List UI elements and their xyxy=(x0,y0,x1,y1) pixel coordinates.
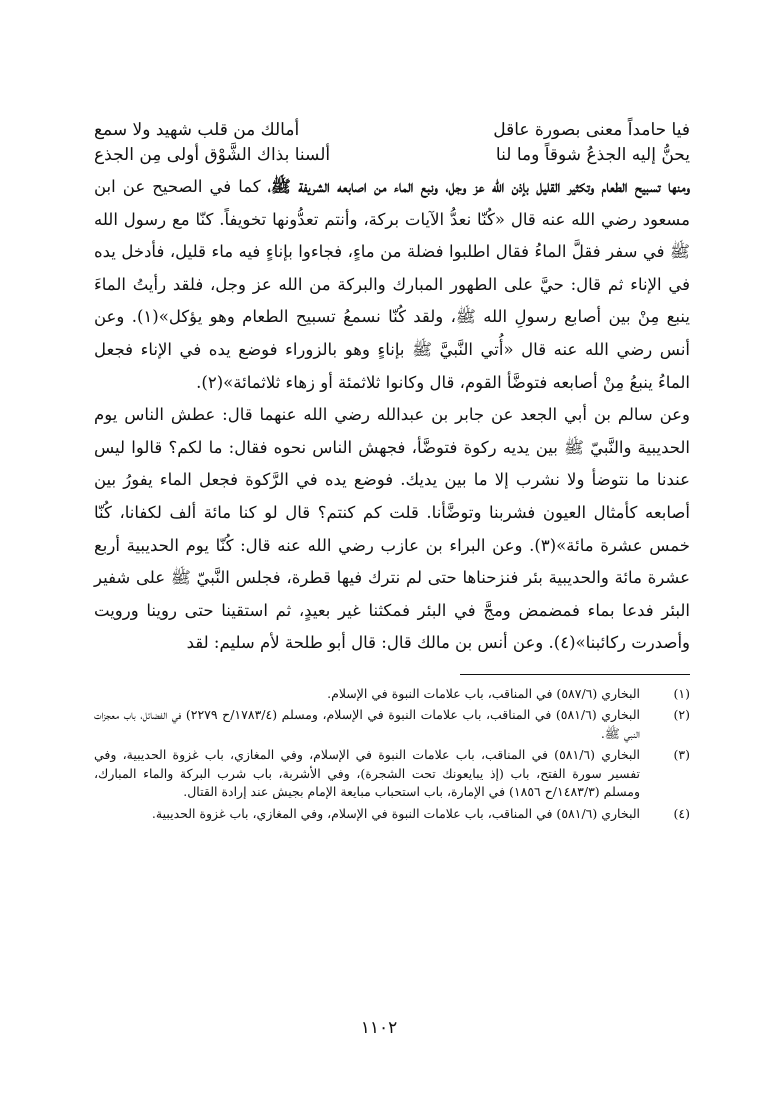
footnote xyxy=(94,685,690,704)
footnote xyxy=(94,706,690,743)
footnote xyxy=(94,746,690,802)
section-heading: ومنها تسبيح الطعام وتكثير القليل بإذن الله عز وجل، ونبع الماء من اصابعه الشريفة ﷺ، xyxy=(267,177,690,196)
footnote-number: (٢) xyxy=(673,707,690,723)
verse-line xyxy=(94,143,690,168)
verse-second-hemistich: ألسنا بذاك الشَّوْق أولى مِن الجذع xyxy=(94,145,331,165)
footnotes xyxy=(94,685,690,824)
paragraph-text: وعن سالم بن أبي الجعد عن جابر بن عبدالله رضي الله عنهما قال: عطش الناس يوم الحديبية والنَّبيّ ﷺ بين يديه ركوة فتوضَّأ، فجهش الناس نحوه فقال: ما لكم؟ قالوا ليس عندنا ما نتوضأ ولا نشرب إلا ما بين يديك. فوضع يده في الرَّكوة فجعل الماء يفورُ بين أصابعه كأمثال العيون فشربنا وتوضَّأنا. قلت كم كنتم؟ قال لو كنا مائة ألف لكفانا، كُنّا خمس عشرة مائة»(٣). وعن البراء بن عازب رضي الله عنه قال: كُنّا يوم الحديبية أربع عشرة مائة والحديبية بئر فنزحناها حتى لم نترك فيها قطرة، فجلس النَّبيّ ﷺ على شفير البئر فدعا بماء فمضمض ومجَّ في البئر فمكثنا غير بعيدٍ، ثم استقينا حتى روينا ورويت وأصدرت ركائبنا»(٤). وعن أنس بن مالك قال: قال أبو طلحة لأم سليم: لقد xyxy=(94,405,690,653)
verse-line xyxy=(94,118,690,143)
page-content xyxy=(94,118,690,826)
footnote-number: (٤) xyxy=(673,805,690,821)
footnote-text: البخاري (٥٨٧/٦) في المناقب، باب علامات النبوة في الإسلام. xyxy=(327,685,640,701)
body-paragraph xyxy=(94,399,690,660)
footnote xyxy=(94,805,690,824)
page-number: ١١٠٢ xyxy=(360,1018,398,1038)
footnote-text: البخاري (٥٨١/٦) في المناقب، باب علامات النبوة في الإسلام، ومسلم (١٧٨٣/٤/ح ٢٢٧٩) في الفضائل، باب معجزات النبي ﷺ. xyxy=(94,707,640,741)
poem-verses xyxy=(94,118,690,168)
footnote-text: البخاري (٥٨١/٦) في المناقب، باب علامات النبوة في الإسلام، وفي المغازي، باب غزوة الحديبية، وفي تفسير سورة الفتح، باب (إذ يبايعونك تحت الشجرة)، وفي الأشربة، باب شرب البركة والماء المبارك، ومسلم (١٤٨٣/٣/ح ١٨٥٦) في الإمارة، باب استحباب مبايعة الإمام بجيش عند إرادة القتال. xyxy=(94,747,640,800)
footnote-number: (٣) xyxy=(673,747,690,763)
footnote-number: (١) xyxy=(673,685,690,701)
verse-first-hemistich: فيا حامداً معنى بصورة عاقل xyxy=(493,120,690,140)
paragraph-text: كما في الصحيح عن ابن مسعود رضي الله عنه قال «كُنّا نعدُّ الآيات بركة، وأنتم تعدُّونها تخويفاً. كنّا مع رسول الله ﷺ في سفر فقلَّ الماءُ فقال اطلبوا فضلة من ماءٍ، فجاءوا بإناءٍ فيه ماء قليل، فأدخل يده في الإناء ثم قال: حيَّ على الطهور المبارك والبركة من الله عز وجل، فلقد رأيتُ الماءَ ينبع مِنْ بين أصابع رسولِ الله ﷺ، ولقد كُنّا نسمعُ تسبيح الطعام وهو يؤكل»(١). وعن أنس رضي الله عنه قال «أُتي النَّبيَّ ﷺ بإناءٍ وهو بالزوراء فوضع يده في الإناء فجعل الماءُ ينبعُ مِنْ أصابعه فتوضَّأ القوم، قال وكانوا ثلاثمئة أو زهاء ثلاثمائة»(٢). xyxy=(94,177,690,392)
verse-first-hemistich: يحنُّ إليه الجذعُ شوقاً وما لنا xyxy=(495,145,690,165)
body-paragraph xyxy=(94,171,690,399)
verse-second-hemistich: أمالك من قلب شهيد ولا سمع xyxy=(94,120,300,140)
footnote-text: البخاري (٥٨١/٦) في المناقب، باب علامات النبوة في الإسلام، وفي المغازي، باب غزوة الحديبية. xyxy=(151,805,640,821)
footnote-separator xyxy=(460,674,690,675)
